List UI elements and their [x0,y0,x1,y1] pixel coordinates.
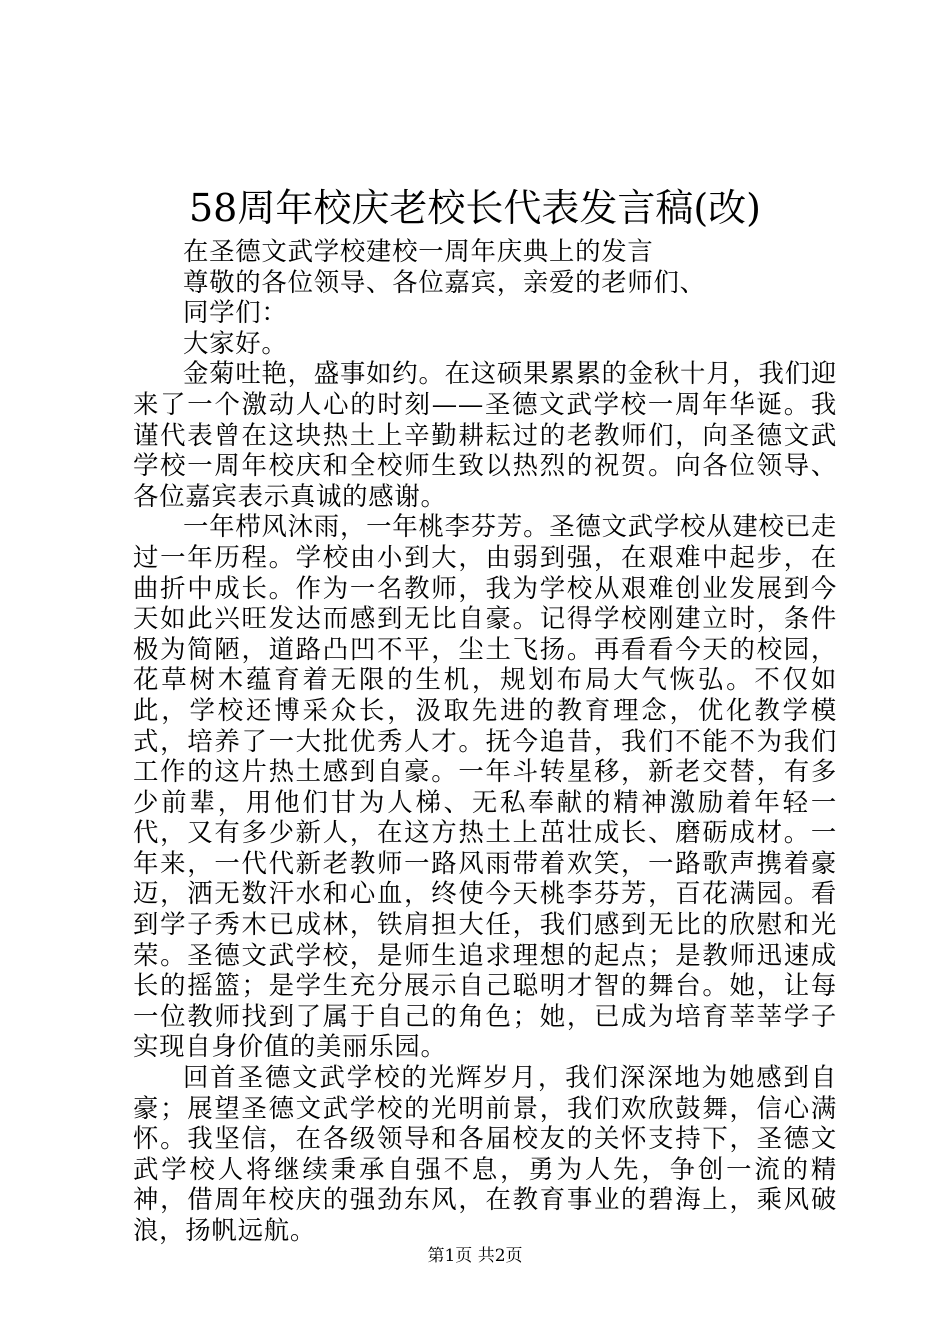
salutation-line-continued: 同学们： [183,297,288,328]
body-paragraph-3: 回首圣德文武学校的光辉岁月，我们深深地为她感到自豪；展望圣德文武学校的光明前景，我们欢欣鼓舞，信心满怀。我坚信，在各级领导和各届校友的关怀支持下，圣德文武学校人将继续秉承自强不息，勇为人先，争创一流的精神，借周年校庆的强劲东风，在教育事业的碧海上，乘风破浪，扬帆远航。 [133,1062,837,1245]
body-paragraph-1: 金菊吐艳，盛事如约。在这硕果累累的金秋十月，我们迎来了一个激动人心的时刻——圣德文武学校一周年华诞。我谨代表曾在这块热土上辛勤耕耘过的老教师们，向圣德文武学校一周年校庆和全校师生致以热烈的祝贺。向各位领导、各位嘉宾表示真诚的感谢。 [133,358,837,511]
body-paragraph-2: 一年栉风沐雨，一年桃李芬芳。圣德文武学校从建校已走过一年历程。学校由小到大，由弱到强，在艰难中起步，在曲折中成长。作为一名教师，我为学校从艰难创业发展到今天如此兴旺发达而感到无比自豪。记得学校刚建立时，条件极为简陋，道路凸凹不平，尘土飞扬。再看看今天的校园，花草树木蕴育着无限的生机，规划布局大气恢弘。不仅如此，学校还博采众长，汲取先进的教育理念，优化教学模式，培养了一大批优秀人才。抚今追昔，我们不能不为我们工作的这片热土感到自豪。一年斗转星移，新老交替，有多少前辈，用他们甘为人梯、无私奉献的精神激励着年轻一代，又有多少新人，在这方热土上茁壮成长、磨砺成材。一年来，一代代新老教师一路风雨带着欢笑，一路歌声携着豪迈，洒无数汗水和心血，终使今天桃李芬芳，百花满园。看到学子秀木已成林，铁肩担大任，我们感到无比的欣慰和光荣。圣德文武学校，是师生追求理想的起点；是教师迅速成长的摇篮；是学生充分展示自己聪明才智的舞台。她，让每一位教师找到了属于自己的角色；她，已成为培育莘莘学子实现自身价值的美丽乐园。 [133,511,837,1062]
salutation-line: 尊敬的各位领导、各位嘉宾，亲爱的老师们、 [183,266,706,297]
document-body [133,236,837,1246]
greeting-line: 大家好。 [183,327,288,358]
speech-heading-line: 在圣德文武学校建校一周年庆典上的发言 [183,236,654,266]
document-title: 58周年校庆老校长代表发言稿(改) [188,186,761,230]
page-footer: 第1页 共2页 [427,1246,523,1266]
